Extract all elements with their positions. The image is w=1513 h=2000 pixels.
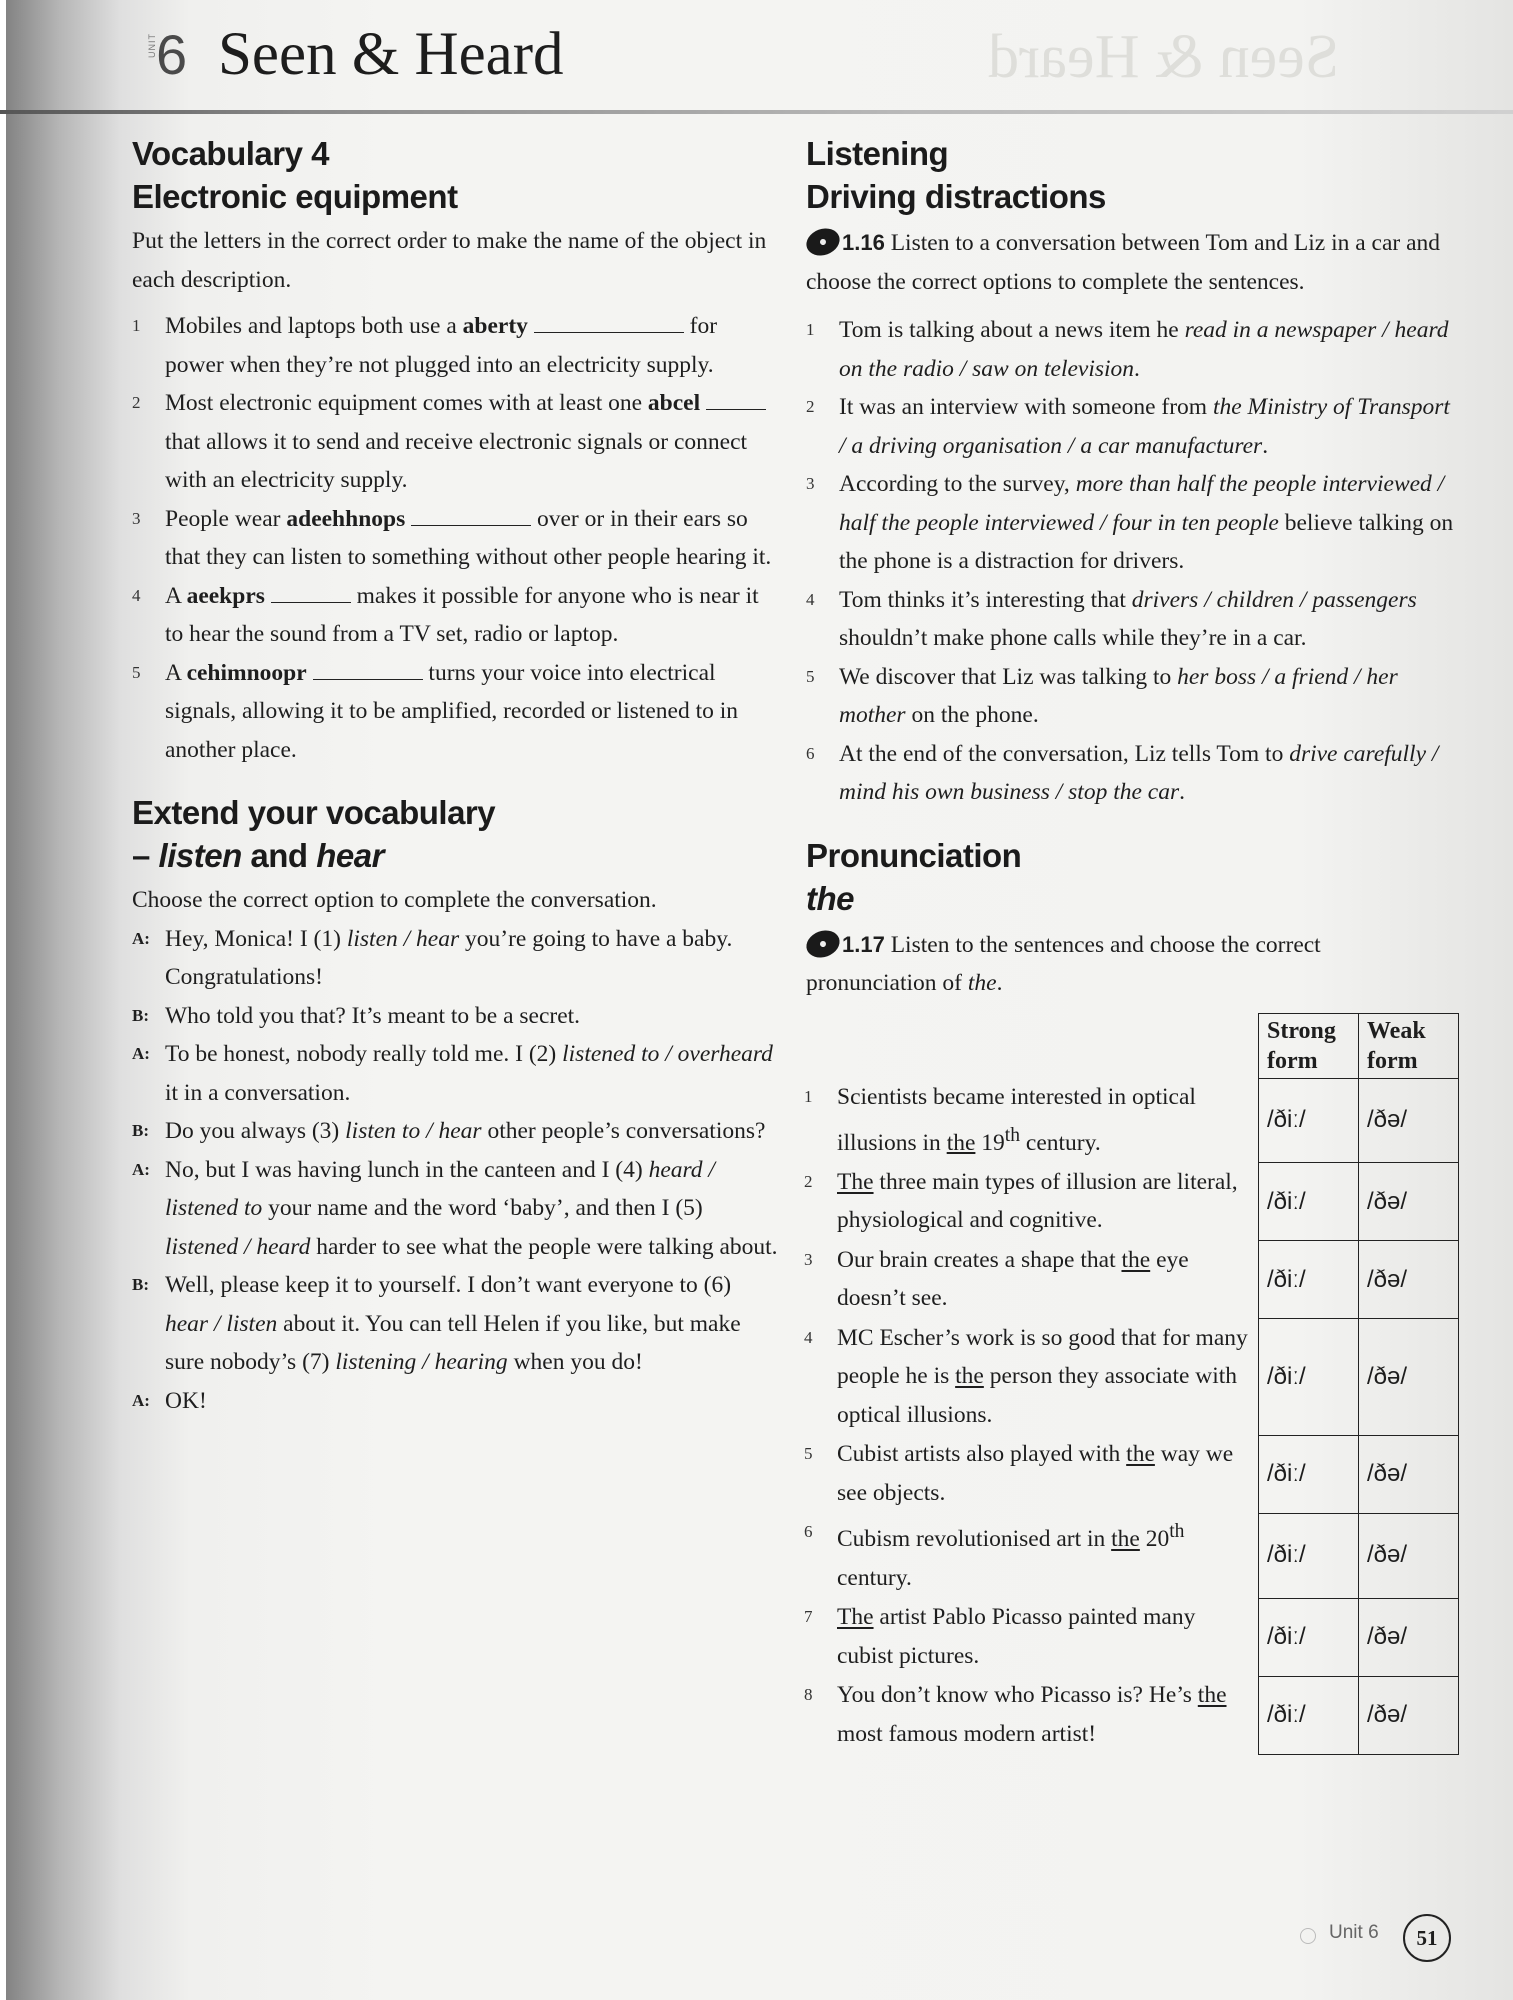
speaker: A: — [132, 928, 150, 948]
scrambled-word: abcel — [647, 390, 701, 416]
option-choice[interactable]: drivers / children / passengers — [1131, 586, 1417, 613]
option-choice[interactable]: listened to / overheard — [562, 1041, 773, 1067]
audio-cd-icon[interactable] — [803, 925, 844, 961]
sentence-cell: 6 Cubism revolutionised art in the 20th century. — [804, 1521, 1185, 1591]
item-number: 2 — [132, 393, 141, 412]
option-choice[interactable]: the Ministry of Transport / a driving organisation / a car manufacturer — [839, 394, 1450, 459]
option-choice[interactable]: listen / hear — [346, 925, 460, 952]
item-number: 2 — [806, 397, 815, 416]
sentence-cell: 5 Cubist artists also played with the way we see objects. — [804, 1441, 1234, 1506]
table-row — [804, 1319, 1459, 1436]
column-header-strong: Strong form — [1259, 1013, 1359, 1078]
listening-item: 6 At the end of the conversation, Liz tells Tom to drive carefully / mind his own business / stop the car. — [806, 735, 1454, 812]
pronunciation-subheading: the — [806, 879, 854, 917]
sentence-cell: 4 MC Escher’s work is so good that for many people he is the person they associate with optical illusions. — [804, 1324, 1248, 1428]
dialogue — [132, 920, 780, 1421]
right-column — [806, 132, 1454, 1755]
answer-blank[interactable] — [706, 389, 766, 410]
weak-form-option[interactable]: /ðə/ — [1359, 1241, 1459, 1319]
dialogue-line: A: Hey, Monica! I (1) listen / hear you’re going to have a baby. Congratulations! — [132, 920, 780, 997]
item-number: 6 — [806, 743, 815, 763]
strong-form-option[interactable]: /ðiː/ — [1259, 1598, 1359, 1676]
option-choice[interactable]: drive carefully / mind his own business / stop the car — [839, 740, 1439, 805]
pronunciation-section — [806, 834, 1454, 1755]
table-row — [804, 1676, 1459, 1754]
speaker: A: — [132, 1390, 150, 1410]
dialogue-line: A: To be honest, nobody really told me. I (2) listened to / overheard it in a conversation. — [132, 1035, 780, 1112]
option-choice[interactable]: hear / listen — [165, 1310, 278, 1337]
vocabulary-item: 2 Most electronic equipment comes with at least one abcel that allows it to send and receive electronic signals or connect with an electricity supply. — [132, 384, 780, 500]
header-rule — [0, 110, 1513, 114]
weak-form-option[interactable]: /ðə/ — [1359, 1598, 1459, 1676]
item-number: 3 — [132, 508, 141, 528]
listening-instruction: 1.16 Listen to a conversation between Tom and Liz in a car and choose the correct options to complete the sentences. — [806, 224, 1454, 301]
extend-instruction: Choose the correct option to complete the conversation. — [132, 887, 657, 913]
dialogue-line: B: Do you always (3) listen to / hear other people’s conversations? — [132, 1112, 780, 1151]
answer-blank[interactable] — [313, 659, 423, 680]
show-through-title: Seen & Heard — [988, 23, 1340, 91]
weak-form-option[interactable]: /ðə/ — [1359, 1676, 1459, 1754]
speaker: B: — [132, 1121, 149, 1140]
footer-unit-label: Unit 6 — [1329, 1922, 1379, 1943]
dialogue-line: A: No, but I was having lunch in the canteen and I (4) heard / listened to your name and the word ‘baby’, and then I (5) listened / heard harder to see what the people were talking about. — [132, 1151, 780, 1267]
table-row — [804, 1078, 1459, 1163]
weak-form-option[interactable]: /ðə/ — [1359, 1513, 1459, 1598]
left-column — [132, 132, 780, 1420]
answer-blank[interactable] — [411, 505, 531, 526]
extend-vocabulary-section — [132, 791, 780, 1420]
page-header — [0, 0, 1513, 112]
table-header-row — [804, 1013, 1459, 1078]
listening-item: 1 Tom is talking about a news item he read in a newspaper / heard on the radio / saw on television. — [806, 311, 1454, 388]
speaker: A: — [132, 1159, 150, 1179]
vocabulary-instruction: Put the letters in the correct order to make the name of the object in each description. — [132, 228, 767, 293]
strong-form-option[interactable]: /ðiː/ — [1259, 1241, 1359, 1319]
table-row — [804, 1163, 1459, 1241]
listening-item: 2 It was an interview with someone from the Ministry of Transport / a driving organisation / a car manufacturer. — [806, 388, 1454, 465]
option-choice[interactable]: her boss / a friend / her mother — [839, 663, 1398, 728]
vocabulary-list — [132, 307, 780, 769]
track-number: 1.17 — [842, 931, 885, 957]
item-number: 5 — [806, 666, 815, 686]
strong-form-option[interactable]: /ðiː/ — [1259, 1513, 1359, 1598]
dialogue-line: B: Who told you that? It’s meant to be a secret. — [132, 997, 780, 1036]
option-choice[interactable]: listening / hearing — [335, 1349, 508, 1375]
speaker: A: — [132, 1044, 150, 1063]
dialogue-line: A: OK! — [132, 1382, 780, 1421]
item-number: 3 — [806, 474, 815, 493]
listening-item: 4 Tom thinks it’s interesting that drivers / children / passengers shouldn’t make phone calls while they’re in a car. — [806, 581, 1454, 658]
sentence-cell: 3 Our brain creates a shape that the eye doesn’t see. — [804, 1246, 1189, 1312]
column-header-weak: Weak form — [1359, 1013, 1459, 1078]
unit-number: 6 — [156, 23, 188, 86]
table-row — [804, 1435, 1459, 1513]
strong-form-option[interactable]: /ðiː/ — [1259, 1163, 1359, 1241]
answer-blank[interactable] — [271, 582, 351, 603]
vocabulary-section — [132, 132, 780, 769]
item-number: 1 — [132, 316, 141, 335]
audio-cd-icon[interactable] — [803, 224, 844, 260]
weak-form-option[interactable]: /ðə/ — [1359, 1078, 1459, 1163]
table-row — [804, 1241, 1459, 1319]
track-number: 1.16 — [842, 230, 885, 255]
sentence-cell: 1 Scientists became interested in optical illusions in the 19th century. — [804, 1084, 1196, 1156]
table-row — [804, 1598, 1459, 1676]
weak-form-option[interactable]: /ðə/ — [1359, 1435, 1459, 1513]
extend-subheading: – listen and hear — [132, 837, 384, 874]
item-number: 5 — [132, 662, 141, 682]
listening-subheading: Driving distractions — [806, 178, 1106, 215]
listening-section — [806, 132, 1454, 812]
scrambled-word: aeekprs — [186, 582, 265, 609]
listening-list — [806, 311, 1454, 812]
item-number: 4 — [132, 585, 141, 605]
empty-header — [804, 1013, 1259, 1078]
option-choice[interactable]: listened / heard — [165, 1233, 311, 1260]
option-choice[interactable]: read in a newspaper / heard on the radio / saw on television — [839, 317, 1449, 382]
sentence-cell: 2 The three main types of illusion are literal, physiological and cognitive. — [804, 1168, 1238, 1234]
listening-item: 3 According to the survey, more than half the people interviewed / half the people interviewed / four in ten people believe talking on the phone is a distraction for drivers. — [806, 465, 1454, 581]
weak-form-option[interactable]: /ðə/ — [1359, 1163, 1459, 1241]
page-number: 51 — [1403, 1914, 1451, 1962]
vocabulary-subheading: Electronic equipment — [132, 178, 458, 215]
scrambled-word: cehimnoopr — [186, 659, 307, 686]
strong-form-option[interactable]: /ðiː/ — [1259, 1676, 1359, 1754]
vocabulary-heading: Vocabulary 4 — [132, 135, 329, 172]
strong-form-option[interactable]: /ðiː/ — [1259, 1319, 1359, 1436]
listening-item: 5 We discover that Liz was talking to her boss / a friend / her mother on the phone. — [806, 658, 1454, 735]
page-title: Seen & Heard — [218, 21, 564, 88]
pronunciation-table — [804, 1013, 1459, 1755]
page-edge — [0, 0, 6, 2000]
pronunciation-heading: Pronunciation — [806, 836, 1022, 874]
vocabulary-item: 3 People wear adeehhnops over or in their ears so that they can listen to something without other people hearing it. — [132, 500, 780, 577]
strong-form-option[interactable]: /ðiː/ — [1259, 1435, 1359, 1513]
option-choice[interactable]: listen to / hear — [345, 1118, 482, 1144]
listening-heading: Listening — [806, 135, 949, 172]
option-choice[interactable]: heard / listened to — [165, 1156, 715, 1221]
table-row — [804, 1513, 1459, 1598]
pronunciation-instruction: 1.17 Listen to the sentences and choose the correct pronunciation of the. — [806, 926, 1454, 1003]
speaker: B: — [132, 1275, 149, 1294]
vocabulary-item: 1 Mobiles and laptops both use a aberty for power when they’re not plugged into an electricity supply. — [132, 307, 780, 384]
strong-form-option[interactable]: /ðiː/ — [1259, 1078, 1359, 1163]
speaker: B: — [132, 1005, 149, 1025]
sentence-cell: 7 The artist Pablo Picasso painted many cubist pictures. — [804, 1604, 1196, 1669]
vocabulary-item: 4 A aeekprs makes it possible for anyone who is near it to hear the sound from a TV set, radio or laptop. — [132, 577, 780, 654]
scrambled-word: adeehhnops — [286, 505, 406, 532]
item-number: 4 — [806, 589, 815, 609]
item-number: 1 — [806, 320, 815, 339]
vocabulary-item: 5 A cehimnoopr turns your voice into electrical signals, allowing it to be amplified, recorded or listened to in another place. — [132, 654, 780, 770]
dialogue-line: B: Well, please keep it to yourself. I don’t want everyone to (6) hear / listen about it. You can tell Helen if you like, but make sure nobody’s (7) listening / hearing when you do! — [132, 1266, 780, 1382]
sentence-cell: 8 You don’t know who Picasso is? He’s the most famous modern artist! — [804, 1682, 1227, 1747]
footer-dot-icon — [1300, 1928, 1316, 1944]
answer-blank[interactable] — [534, 312, 684, 333]
option-choice[interactable]: more than half the people interviewed / half the people interviewed / four in ten people — [839, 471, 1445, 536]
extend-heading: Extend your vocabulary — [132, 794, 496, 831]
scrambled-word: aberty — [462, 313, 528, 339]
weak-form-option[interactable]: /ðə/ — [1359, 1319, 1459, 1436]
unit-label: UNIT — [147, 33, 157, 58]
